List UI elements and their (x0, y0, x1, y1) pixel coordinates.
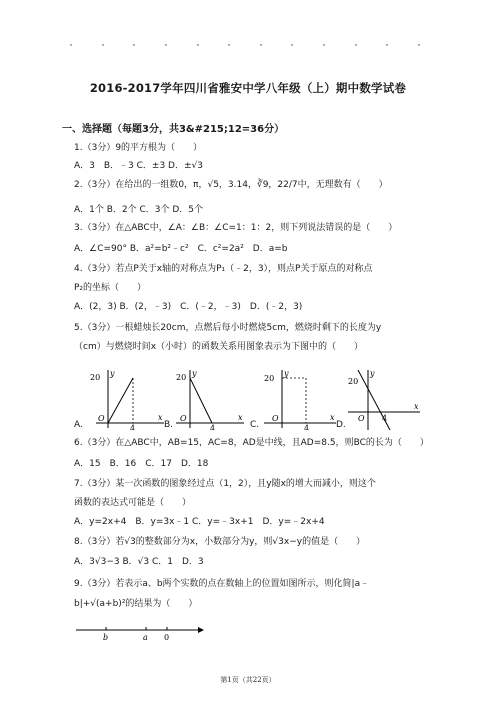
graph-d (344, 368, 424, 430)
q6-stem: 6.（3分）在△ABC中，AB=15，AC=8，AD是中线，且AD=8.5，则BC的长为（ ） (74, 438, 429, 448)
graph-label-c: C. (250, 420, 260, 430)
q2-stem: 2.（3分）在给出的一组数0，π，√5，3.14，∛9，22/7中，无理数有（ ） (74, 180, 388, 190)
graph-label-d: D. (336, 420, 346, 430)
svg-text:20: 20 (264, 374, 275, 383)
q2-options: A．1个 B．2个 C．3个 D．5个 (74, 205, 204, 215)
q8-stem: 8.（3分）若√3的整数部分为x，小数部分为y，则√3x−y的值是（ ） (74, 537, 366, 547)
q8-options: A．3√3−3 B．√3 C．1 D．3 (74, 557, 204, 567)
svg-text:x: x (330, 413, 335, 422)
svg-text:O: O (180, 414, 187, 423)
svg-text:20: 20 (348, 377, 359, 386)
q3-options: A．∠C=90° B．a²=b²﹣c² C．c²=2a² D．a=b (74, 244, 288, 254)
svg-text:y: y (192, 369, 197, 378)
q5-stem-cont: （cm）与燃烧时间x（小时）的函数关系用图象表示为下图中的（ ） (74, 342, 364, 352)
svg-text:O: O (98, 414, 105, 423)
graph-label-a: A. (74, 420, 83, 430)
q1-options: A．3 B．﹣3 C．±3 D．±√3 (74, 161, 203, 171)
svg-text:4: 4 (382, 414, 388, 423)
graph-c (260, 368, 340, 430)
svg-text:y: y (370, 369, 375, 378)
svg-text:x: x (238, 413, 243, 422)
q4-stem-cont: P₂的坐标（ ） (74, 283, 147, 293)
svg-text:4: 4 (130, 424, 136, 430)
q3-stem: 3.（3分）在△ABC中，∠A：∠B：∠C=1：1：2，则下列说法错误的是（ ） (74, 223, 398, 233)
svg-text:4: 4 (210, 424, 216, 430)
section-heading: 一、选择题（每题3分，共3&#215;12=36分） (62, 124, 285, 135)
q6-options: A．15 B．16 C．17 D．18 (74, 459, 209, 469)
graph-b (176, 368, 256, 430)
svg-text:x: x (414, 402, 419, 411)
graph-a-20: 20 (90, 373, 101, 382)
q7-stem-cont: 函数的表达式可能是（ ） (74, 498, 192, 508)
q5-stem: 5.（3分）一根蜡烛长20cm，点燃后每小时燃烧5cm，燃烧时剩下的长度为y (74, 323, 382, 333)
svg-text:4: 4 (304, 424, 310, 430)
page-footer: 第1页（共22页） (220, 676, 276, 684)
graph-a (88, 368, 168, 430)
q4-options: A．(2，3) B．(2，﹣3) C．(﹣2，﹣3) D．(﹣2，3) (74, 302, 303, 312)
q9-stem-cont: b|+√(a+b)²的结果为（ ） (74, 599, 198, 609)
numline-a: a (143, 633, 148, 642)
q1-stem: 1.（3分）9的平方根为（ ） (74, 143, 203, 153)
q7-stem: 7.（3分）某一次函数的图象经过点（1，2），且y随x的增大而减小，则这个 (74, 479, 376, 489)
page-title: 2016-2017学年四川省雅安中学八年级（上）期中数学试卷 (89, 81, 407, 95)
graph-label-b: B. (164, 420, 174, 430)
svg-text:O: O (358, 414, 365, 423)
svg-text:y: y (110, 369, 115, 378)
numline-b: b (103, 633, 109, 642)
svg-text:O: O (272, 414, 279, 423)
q9-stem: 9.（3分）若表示a、b两个实数的点在数轴上的位置如图所示，则化简|a﹣ (74, 579, 370, 589)
svg-text:y: y (284, 369, 289, 378)
q7-options: A．y=2x+4 B．y=3x﹣1 C．y=﹣3x+1 D．y=﹣2x+4 (74, 517, 325, 527)
svg-text:20: 20 (176, 373, 187, 382)
q4-stem: 4.（3分）若点P关于x轴的对称点为P₁（﹣2，3），则点P关于原点的对称点 (74, 264, 373, 274)
header-dots (70, 44, 420, 46)
numline-zero: 0 (164, 633, 170, 642)
svg-text:x: x (158, 413, 163, 422)
number-line (74, 622, 204, 652)
